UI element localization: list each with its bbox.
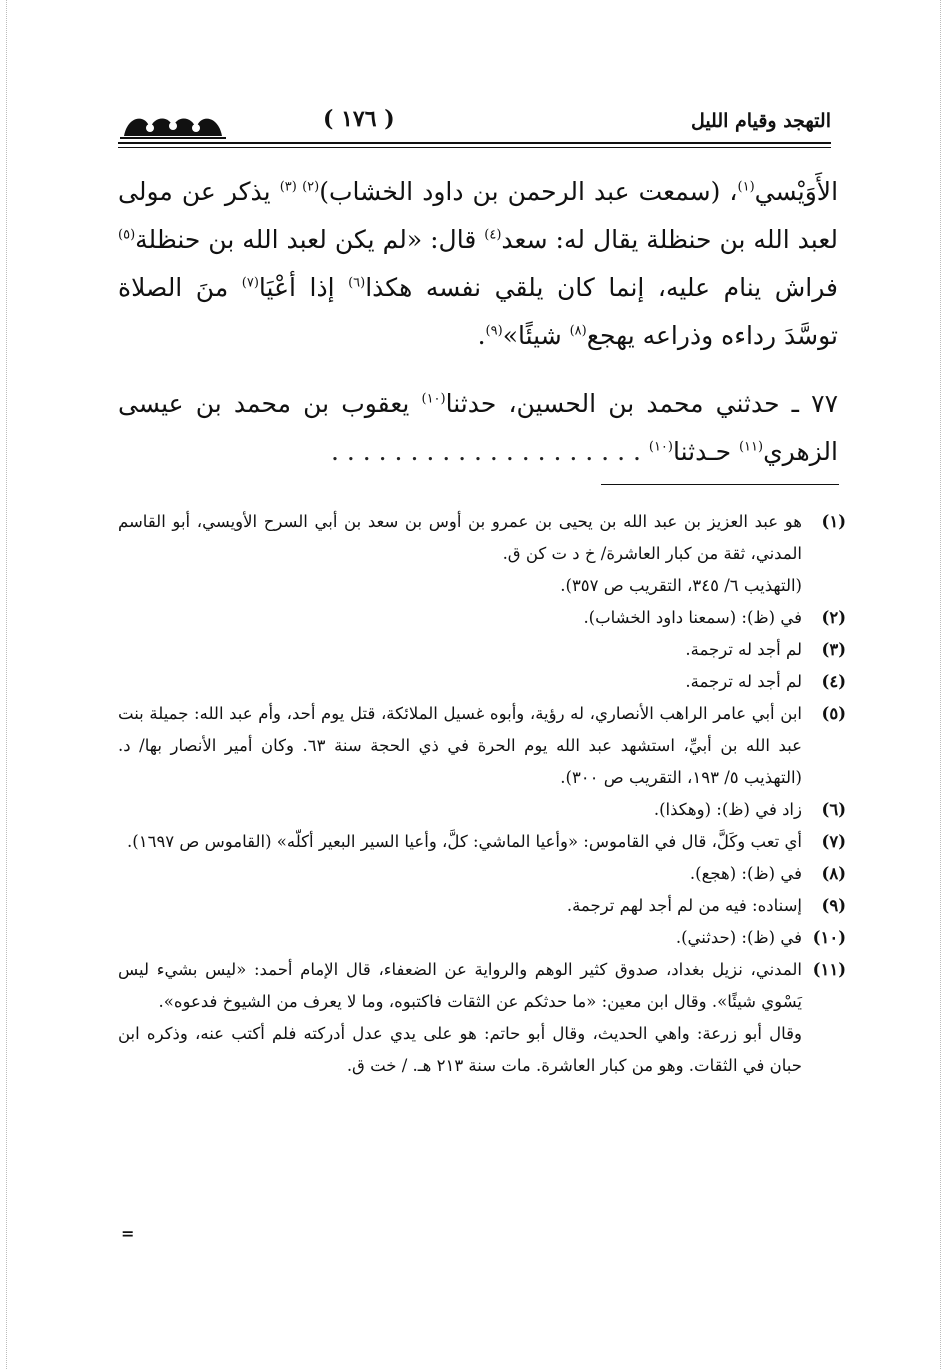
footnote [118,826,846,858]
footnote-number: (١١) [812,960,846,979]
footnote-text [118,506,802,602]
footnote-number: (٣) [821,640,846,659]
footnote-line: زاد في (ظ): (وهكذا). [653,800,802,819]
footnote-text [118,634,802,666]
footnote-line: ابن أبي عامر الراهب الأنصاري، له رؤية، وأبوه غسيل الملائكة، قتل يوم أحد، وأم عبد الله: جميلة بنت عبد الله بن أبيِّ، استشهد عبد الله يوم الحرة في ذي الحجة سنة ٦٣. وكان أمير الأنصار بها/ د. (التهذيب ٥/ ١٩٣، التقريب ص ٣٠٠). [118,704,802,787]
footnote [118,922,846,954]
footnote-line: في (ظ): (سمعنا داود الخشاب). [583,608,802,627]
footnotes [118,506,846,1082]
footnote-number: (٤) [821,672,846,691]
footnote-line: أي تعب وكَلَّ، قال في القاموس: «وأعيا الماشي: كلَّ، وأعيا السير البعير أكلّه» (القاموس ص ١٦٩٧). [127,832,802,851]
footnote-text [118,922,802,954]
footnote [118,794,846,826]
footnote [118,890,846,922]
continuation-mark: = [121,1224,135,1243]
page-header [118,96,831,148]
header-rule-thick [118,142,831,144]
footnote-number: (١) [821,512,846,531]
main-text [118,168,838,476]
footnote [118,954,846,1082]
footnote-text [118,890,802,922]
footnote-text [118,666,802,698]
footnote [118,698,846,794]
footnote-number: (٥) [821,704,846,723]
narration-paragraph: الأَوَيْسي$^{(١)}$، (سمعت عبد الرحمن بن داود الخشاب)$^{(٢) (٣)}$ يذكر عن مولى لعبد الله بن حنظلة يقال له: سعد$^{(٤)}$ قال: «لم يكن لعبد الله بن حنظلة$^{(٥)}$ فراش ينام عليه، إنما كان يلقي نفسه هكذا$^{(٦)}$ إذا أعْيَا$^{(٧)}$ منَ الصلاة توسَّدَ رداءه وذراعه يهجع$^{(٨)}$ شيئًا»$^{(٩)}$. [118,177,839,350]
footnote-line: لم أجد له ترجمة. [685,672,802,691]
footnote-text [118,602,802,634]
footnote-number: (١٠) [812,928,846,947]
footnote-line: في (ظ): (هجع). [689,864,802,883]
footnote-line: وقال أبو زرعة: واهي الحديث، وقال أبو حاتم: هو على يدي عدل أدركته فلم أكتب عنه، وذكره ابن حبان في الثقات. وهو من كبار العاشرة. مات سنة ٢١٣ هـ. / خت ق. [118,1024,802,1075]
footnote-number: (٨) [821,864,846,883]
footnote-line: في (ظ): (حدثني). [675,928,802,947]
scan-border-left [6,0,7,1369]
footnote-line: إسناده: فيه من لم أجد لهم ترجمة. [566,896,802,915]
footnote-text [118,954,802,1082]
footnote [118,634,846,666]
footnote-number: (٢) [821,608,846,627]
ornament-icon [118,108,228,146]
footnote-separator [601,484,839,485]
scan-border-right [940,0,941,1369]
footnote [118,602,846,634]
footnote-line: المدني، نزيل بغداد، صدوق كثير الوهم والرواية عن الضعفاء، قال الإمام أحمد: «ليس بشيء ليس يَسْوي شيئًا». وقال ابن معين: «ما حدثكم عن الثقات فاكتبوه، وما لا يعرف من الشيوخ فدعوه». [118,960,802,1011]
footnote [118,666,846,698]
footnote-line: لم أجد له ترجمة. [685,640,802,659]
header-rule-thin [118,147,831,148]
footnote-text [118,858,802,890]
footnote-line: هو عبد العزيز بن عبد الله بن يحيى بن عمرو بن أوس بن سعد بن أبي السرح الأويسي، أبو القاسم المدني، ثقة من كبار العاشرة/ خ د ت كن ق. [118,512,802,563]
hadith-77: ٧٧ ـ حدثني محمد بن الحسين، حدثنا$^{(١٠)}$ يعقوب بن محمد بن عيسى الزهري$^{(١١)}$ حـدثنا$^{(١٠)}$ . . . . . . . . . . . . . . . . . . . . [118,389,838,466]
footnote [118,858,846,890]
footnote-text [118,826,802,858]
page-number: ( ١٧٦ ) [323,106,395,132]
footnote-number: (٧) [821,832,846,851]
book-title: التهجد وقيام الليل [690,110,831,132]
footnote-number: (٩) [821,896,846,915]
footnote-text [118,794,802,826]
footnote-text [118,698,802,794]
footnote-number: (٦) [821,800,846,819]
footnote-line: (التهذيب ٦/ ٣٤٥، التقريب ص ٣٥٧). [560,576,802,595]
footnote [118,506,846,602]
